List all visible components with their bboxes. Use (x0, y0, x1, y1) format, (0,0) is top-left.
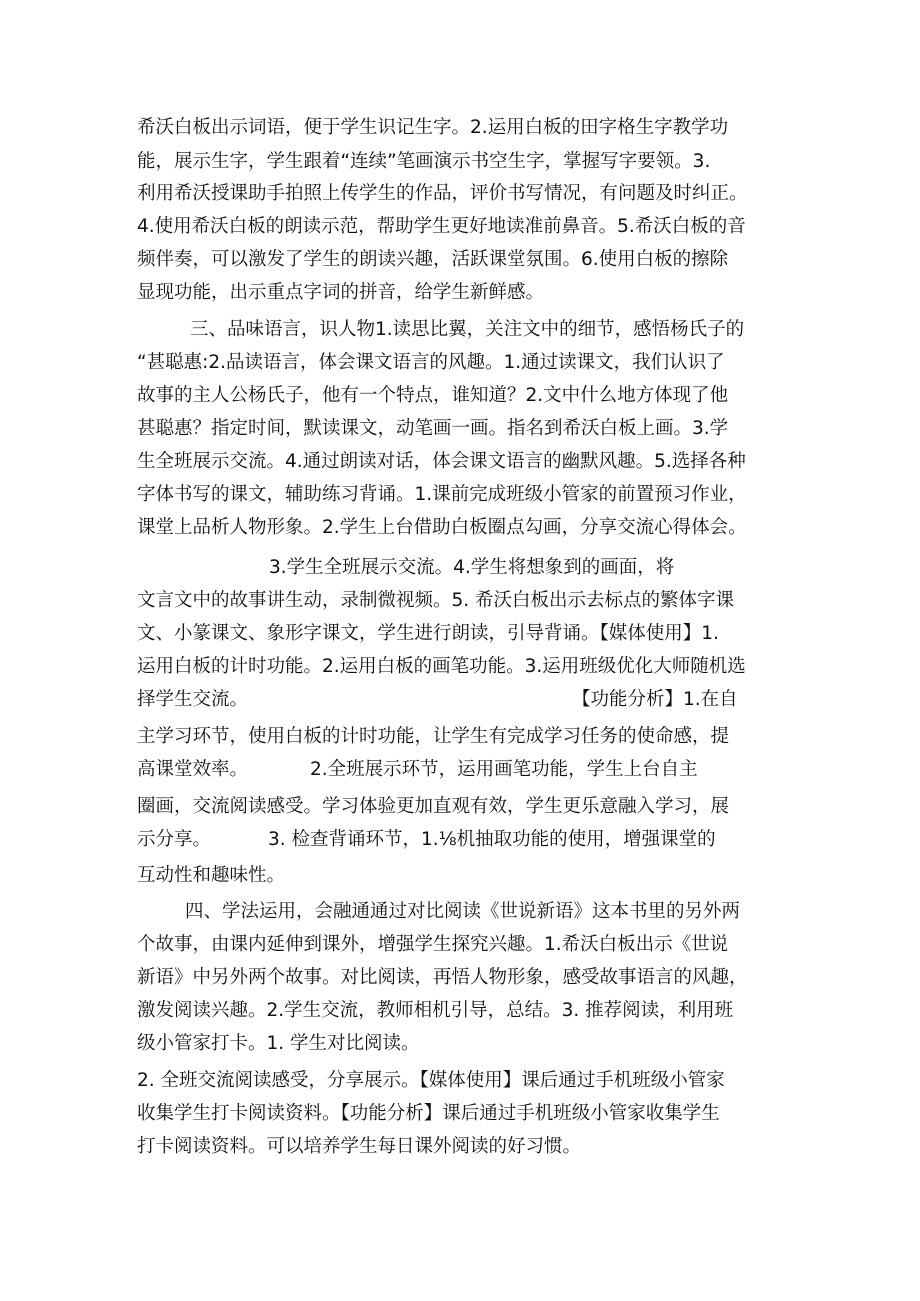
text-line: 个故事，由课内延伸到课外，增强学生探究兴趣。1.希沃白板出示《世说 (137, 934, 729, 955)
section-4-line: 四、学法运用，会融通通过对比阅读《世说新语》这本书里的另外两 (185, 901, 741, 922)
section-3-line: 三、品味语言，识人物1.读思比翼，关注文中的细节，感悟杨氏子的 (190, 319, 745, 340)
text-line: 运用白板的计时功能。2.运用白板的画笔功能。3.运用班级优化大师随机选 (137, 656, 746, 677)
text-line: 希沃白板出示词语，便于学生识记生字。2.运用白板的田字格生字教学功 (137, 117, 729, 138)
text-line: 主学习环节，使用白板的计时功能，让学生有完成学习任务的使命感，提 (137, 726, 730, 747)
text-line: “甚聪惠:2.品读语言，体会课文语言的风趣。1.通过读课文，我们认识了 (137, 352, 725, 373)
text-line: 3.学生全班展示交流。4.学生将想象到的画面，将 (269, 557, 675, 578)
text-line: 互动性和趣味性。 (137, 865, 286, 886)
text-line: 打卡阅读资料。可以培养学生每日课外阅读的好习惯。 (137, 1136, 582, 1157)
text-line: 【功能分析】1.在自 (572, 689, 738, 710)
text-line: 频伴奏，可以激发了学生的朗读兴趣，活跃课堂氛围。6.使用白板的擦除 (137, 249, 729, 270)
text-line: 新语》中另外两个故事。对比阅读，再悟人物形象，感受故事语言的风趣， (137, 967, 748, 988)
text-line: 甚聪惠？指定时间，默读课文，动笔画一画。指名到希沃白板上画。3.学 (137, 418, 729, 439)
text-line: 课堂上品析人物形象。2.学生上台借助白板圈点勾画，分享交流心得体会。 (137, 517, 747, 538)
text-line: 故事的主人公杨氏子，他有一个特点，谁知道？2.文中什么地方体现了他 (137, 385, 729, 406)
text-line: 显现功能，出示重点字词的拼音，给学生新鲜感。 (137, 282, 545, 303)
text-line: 3. 检查背诵环节，1.⅛机抽取功能的使用，增强课堂的 (268, 829, 716, 850)
text-line: 2. 全班交流阅读感受，分享展示。【媒体使用】课后通过手机班级小管家 (137, 1070, 725, 1091)
text-line: 收集学生打卡阅读资料。【功能分析】课后通过手机班级小管家收集学生 (137, 1103, 720, 1124)
text-line: 生全班展示交流。4.通过朗读对话，体会课文语言的幽默风趣。5.选择各种 (137, 451, 746, 472)
text-line: 文言文中的故事讲生动，录制微视频。5. 希沃白板出示去标点的繁体字课 (137, 590, 735, 611)
text-line: 字体书写的课文，辅助练习背诵。1.课前完成班级小管家的前置预习作业， (137, 484, 747, 505)
text-line: 文、小篆课文、象形字课文，学生进行朗读，引导背诵。【媒体使用】1. (137, 623, 719, 644)
text-line: 2.全班展示环节，运用画笔功能，学生上台自主 (310, 759, 698, 780)
text-line: 4.使用希沃白板的朗读示范，帮助学生更好地读准前鼻音。5.希沃白板的音 (137, 216, 746, 237)
text-line: 圈画，交流阅读感受。学习体验更加直观有效，学生更乐意融入学习，展 (137, 796, 730, 817)
text-line: 级小管家打卡。1. 学生对比阅读。 (137, 1033, 420, 1054)
text-line: 高课堂效率。 (137, 759, 249, 780)
text-line: 示分享。 (137, 829, 212, 850)
text-line: 利用希沃授课助手拍照上传学生的作品，评价书写情况，有问题及时纠正。 (137, 183, 748, 204)
text-line: 激发阅读兴趣。2.学生交流，教师相机引导，总结。3. 推荐阅读，利用班 (137, 1000, 734, 1021)
text-line: 择学生交流。 (137, 689, 249, 710)
text-line: 能，展示生字，学生跟着“连续”笔画演示书空生字，掌握写字要领。3. (137, 151, 711, 172)
